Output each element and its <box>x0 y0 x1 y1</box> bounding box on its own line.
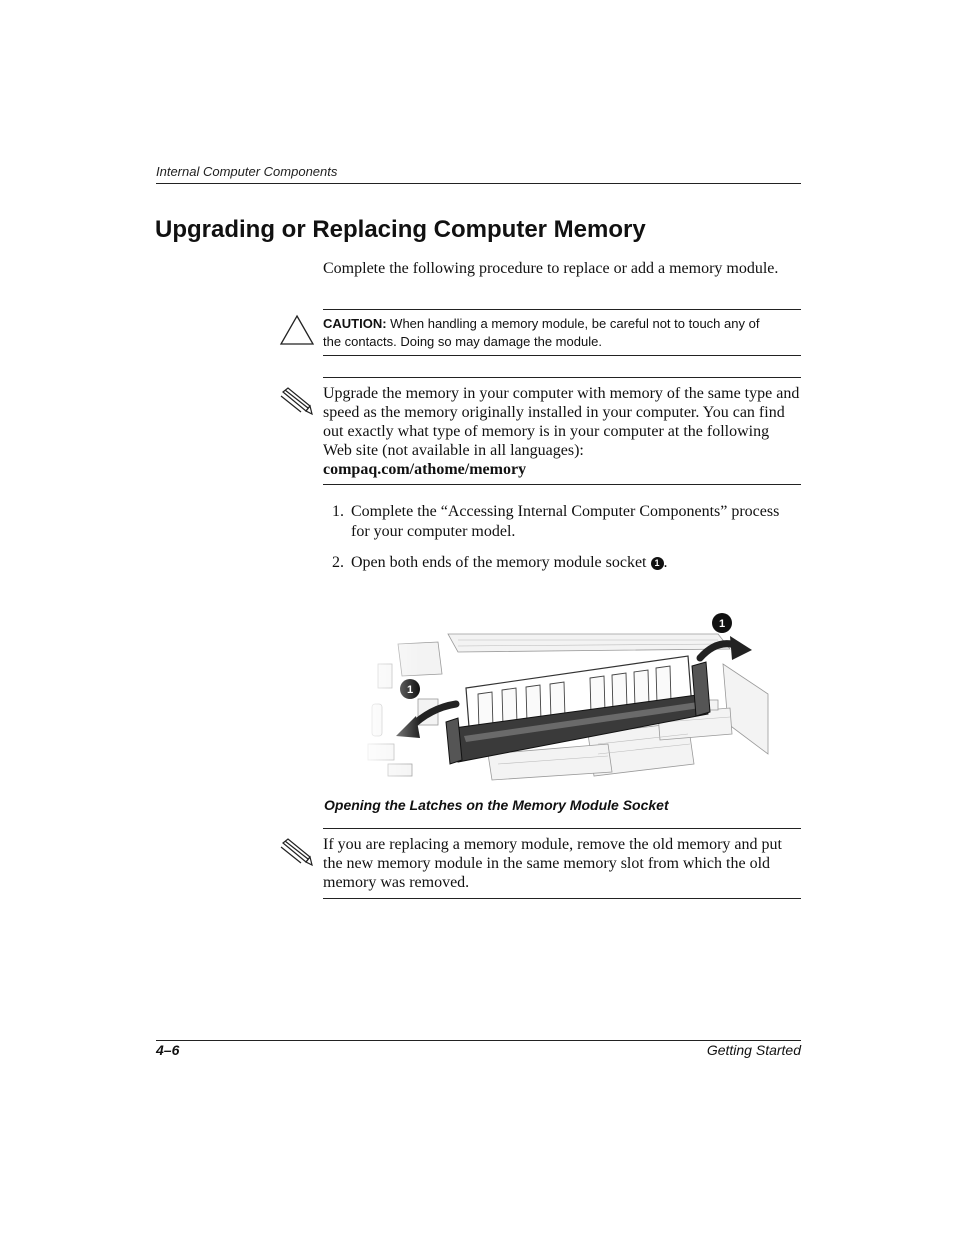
memory-socket-illustration <box>358 604 770 784</box>
step-end: . <box>663 554 668 571</box>
book-title: Getting Started <box>706 1042 801 1058</box>
memory-url-link[interactable]: compaq.com/athome/memory <box>323 461 527 478</box>
running-header: Internal Computer Components <box>156 164 338 179</box>
caution-label: CAUTION: <box>323 316 387 331</box>
procedure-steps <box>323 502 801 584</box>
note1-body: Upgrade the memory in your computer with memory of the same type and speed as the memory originally installed in your computer. You can find out exactly what type of memory is in your computer at the following Web site (not available in all languages): <box>323 385 800 459</box>
caution-body: When handling a memory module, be careful not to touch any of the contacts. Doing so may damage the module. <box>323 316 760 349</box>
header-rule <box>156 183 801 184</box>
callout-marker: 1 <box>651 557 664 570</box>
note1-top-rule <box>323 377 801 378</box>
caution-top-rule <box>323 309 801 310</box>
page-title: Upgrading or Replacing Computer Memory <box>155 216 646 243</box>
footer-rule <box>156 1040 801 1041</box>
step-text: Complete the “Accessing Internal Computer Components” process for your computer model. <box>351 503 780 540</box>
page-number: 4–6 <box>156 1042 180 1058</box>
figure-caption: Opening the Latches on the Memory Module Socket <box>324 797 669 813</box>
note2-bottom-rule <box>323 898 801 899</box>
note2-top-rule <box>323 828 801 829</box>
step-2 <box>323 553 801 573</box>
step-number: 1. <box>332 503 344 520</box>
intro-paragraph: Complete the following procedure to replace or add a memory module. <box>323 260 779 277</box>
note1-bottom-rule <box>323 484 801 485</box>
note-pencil-icon <box>279 837 313 867</box>
step-text: Open both ends of the memory module socket <box>351 554 647 571</box>
caution-text <box>323 315 763 351</box>
note-pencil-icon <box>279 386 313 416</box>
caution-triangle-icon <box>279 314 315 346</box>
caution-bottom-rule <box>323 355 801 356</box>
note1-text <box>323 384 801 479</box>
step-number: 2. <box>332 554 344 571</box>
step-1 <box>323 502 801 542</box>
note2-text: If you are replacing a memory module, remove the old memory and put the new memory module in the same memory slot from which the old memory was removed. <box>323 836 782 891</box>
